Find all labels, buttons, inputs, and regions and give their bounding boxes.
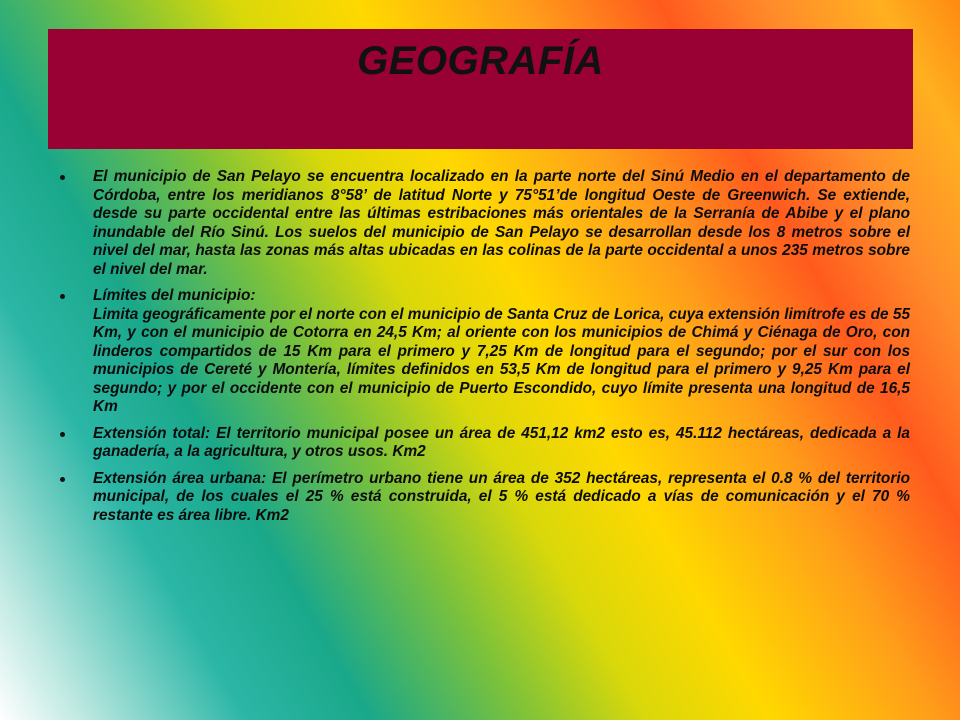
bullet-text: Extensión total: El territorio municipal posee un área de 451,12 km2 esto es, 45.112 hectáreas, dedicada a la ganadería, a la agricultura, y otros usos. Km2 <box>93 424 910 460</box>
bullet-item-urban-area <box>60 470 910 526</box>
bullet-text: Limita geográficamente por el norte con el municipio de Santa Cruz de Lorica, cuya extensión limítrofe es de 55 Km, y con el municipio de Cotorra en 24,5 Km; al oriente con los municipios de Chimá y Ciénaga de Oro, con linderos compartidos de 15 Km para el primero y 7,25 Km de longitud para el segundo; por el sur con los municipios de Cereté y Montería, límites definidos en 53,5 Km de longitud para el primero y 9,25 Km para el segundo; y por el occidente con el municipio de Puerto Escondido, cuyo límite presenta una longitud de 16,5 Km <box>93 305 910 415</box>
slide-content <box>60 168 910 533</box>
title-banner <box>48 29 913 149</box>
bullet-text: El municipio de San Pelayo se encuentra localizado en la parte norte del Sinú Medio en el departamento de Córdoba, entre los meridianos 8°58’ de latitud Norte y 75°51’de longitud Oeste de Greenwich. Se extiende, desde su parte occidental entre las últimas estribaciones más orientales de la Serranía de Abibe y el plano inundable del Río Sinú. Los suelos del municipio de San Pelayo se desarrollan desde los 8 metros sobre el nivel del mar, hasta las zonas más altas ubicadas en las colinas de la parte occidental a unos 235 metros sobre el nivel del mar. <box>93 168 910 278</box>
bullet-item-limits <box>60 287 910 417</box>
bullet-heading: Límites del municipio: <box>93 287 256 304</box>
bullet-text: Extensión área urbana: El perímetro urbano tiene un área de 352 hectáreas, representa el 0.8 % del territorio municipal, de los cuales el 25 % está construida, el 5 % está dedicado a vías de comunicación y el 70 % restante es área libre. Km2 <box>93 469 910 524</box>
bullet-dot-icon <box>60 432 65 437</box>
bullet-item-total-area <box>60 425 910 462</box>
bullet-dot-icon <box>60 175 65 180</box>
slide-title: GEOGRAFÍA <box>357 39 604 83</box>
bullet-list <box>60 168 910 525</box>
bullet-item-location <box>60 168 910 279</box>
bullet-dot-icon <box>60 477 65 482</box>
bullet-dot-icon <box>60 294 65 299</box>
